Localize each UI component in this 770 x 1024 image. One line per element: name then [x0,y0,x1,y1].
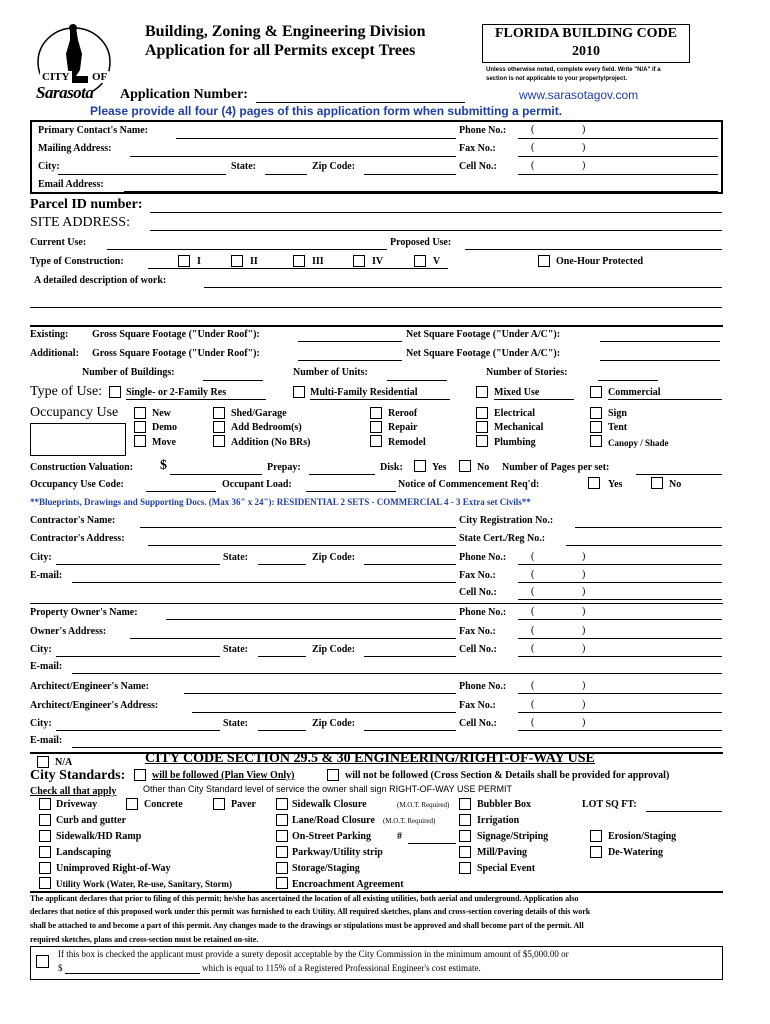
primary-cell-field[interactable] [518,174,718,175]
owner-address-field[interactable] [130,638,456,639]
logo-of: OF [92,71,108,83]
new-checkbox[interactable] [134,407,146,419]
form-note-1: Unless otherwise noted, complete every field. Write "N/A" if a [486,67,661,73]
curb-label: Curb and gutter [56,815,127,826]
paver-checkbox[interactable] [213,798,225,810]
lane-closure-checkbox[interactable] [276,814,288,826]
irrigation-label: Irrigation [477,815,520,826]
additional-net-label: Net Square Footage ("Under A/C"): [406,348,561,359]
proposed-use-label: Proposed Use: [390,237,452,248]
not-followed-label: will not be followed (Cross Section & Details shall be provided for approval) [345,770,670,781]
contractor-state-label: State: [223,552,248,563]
owner-divider [30,603,723,604]
contractor-address-field[interactable] [148,545,456,546]
repair-label: Repair [388,422,418,433]
header-title-2: Application for all Permits except Trees [145,42,416,59]
move-checkbox[interactable] [134,435,146,447]
additional-gross-label: Gross Square Footage ("Under Roof"): [92,348,260,359]
occupancy-code-field[interactable] [146,491,216,492]
contractor-phone-label: Phone No.: [459,552,507,563]
unimproved-label: Unimproved Right-of-Way [56,863,171,874]
occupancy-use-box[interactable] [30,423,126,456]
architect-phone-label: Phone No.: [459,681,507,692]
header-title-1: Building, Zoning & Engineering Division [145,23,426,40]
followed-label: will be followed (Plan View Only) [152,770,295,781]
contractor-fax-field[interactable] [518,582,722,583]
paren-close: ) [582,124,586,135]
paren-open: ( [531,142,535,153]
primary-city-label: City: [38,161,60,172]
onstreet-parking-checkbox[interactable] [276,830,288,842]
proposed-use-field[interactable] [465,249,722,250]
architect-fax-label: Fax No.: [459,700,496,711]
architect-state-field[interactable] [258,730,306,731]
special-event-label: Special Event [477,863,536,874]
parkway-label: Parkway/Utility strip [292,847,383,858]
encroachment-checkbox[interactable] [276,877,288,889]
commercial-checkbox[interactable] [590,386,602,398]
notice-yes-checkbox[interactable] [588,477,600,489]
architect-phone-field[interactable] [518,693,722,694]
pages-label: Number of Pages per set: [502,462,610,473]
surety-dollar: $ [58,963,63,973]
type-i-label: I [197,256,201,267]
primary-zip-label: Zip Code: [312,161,356,172]
contractor-reg-label: City Registration No.: [459,515,554,526]
contractor-address-label: Contractor's Address: [30,533,125,544]
type-of-use-label: Type of Use: [30,384,103,399]
encroachment-label: Encroachment Agreement [292,879,404,890]
remodel-checkbox[interactable] [370,435,382,447]
existing-gross-field[interactable] [298,341,402,342]
primary-name-label: Primary Contact's Name: [38,125,148,136]
canopy-checkbox[interactable] [590,435,602,447]
bubbler-checkbox[interactable] [459,798,471,810]
not-followed-checkbox[interactable] [327,769,339,781]
demo-checkbox[interactable] [134,421,146,433]
primary-state-field[interactable] [265,174,307,175]
declaration-line-2: declares that notice of this proposed work under this permit was furnished to each Utility. All required sketches, plans and cross-section covering details of this work [30,907,591,916]
units-label: Number of Units: [293,367,368,378]
owner-fax-field[interactable] [518,638,722,639]
code-box-line-2: 2010 [572,44,600,59]
commercial-label: Commercial [608,387,661,398]
onstreet-parking-label: On-Street Parking [292,831,371,842]
valuation-label: Construction Valuation: [30,462,134,473]
primary-city-field[interactable] [58,174,226,175]
architect-name-label: Architect/Engineer's Name: [30,681,149,692]
additional-label: Additional: [30,348,79,359]
mot-note-2: (M.O.T. Required) [383,817,436,825]
architect-fax-field[interactable] [518,712,722,713]
disk-label: Disk: [380,462,403,473]
sidewalk-ramp-checkbox[interactable] [39,830,51,842]
paren-close: ) [582,643,586,654]
contractor-city-label: City: [30,552,52,563]
shed-garage-checkbox[interactable] [213,407,225,419]
description-field-2[interactable] [30,307,722,308]
description-label: A detailed description of work: [34,275,167,286]
type-ii-label: II [250,256,258,267]
paren-open: ( [531,680,535,691]
primary-zip-field[interactable] [364,174,456,175]
shed-garage-label: Shed/Garage [231,408,287,419]
unimproved-checkbox[interactable] [39,862,51,874]
description-field-1[interactable] [204,287,722,288]
mot-note-1: (M.O.T. Required) [397,801,450,809]
primary-phone-field[interactable] [518,138,718,139]
paren-open: ( [531,606,535,617]
primary-state-label: State: [231,161,256,172]
paren-close: ) [582,699,586,710]
application-number-label: Application Number: [120,87,248,102]
addition-label: Addition (No BRs) [231,437,311,448]
contractor-email-label: E-mail: [30,570,63,581]
paren-close: ) [582,625,586,636]
lot-sqft-label: LOT SQ FT: [582,799,637,810]
electrical-checkbox[interactable] [476,407,488,419]
owner-zip-field[interactable] [364,656,456,657]
disk-no-label: No [477,462,490,473]
owner-zip-label: Zip Code: [312,644,356,655]
add-bedroom-checkbox[interactable] [213,421,225,433]
owner-cell-label: Cell No.: [459,644,497,655]
owner-city-label: City: [30,644,52,655]
reroof-label: Reroof [388,408,418,419]
paren-open: ( [531,551,535,562]
tent-checkbox[interactable] [590,421,602,433]
architect-address-label: Architect/Engineer's Address: [30,700,159,711]
paren-close: ) [582,586,586,597]
single-family-checkbox[interactable] [109,386,121,398]
primary-mailing-label: Mailing Address: [38,143,112,154]
plumbing-checkbox[interactable] [476,435,488,447]
owner-name-field[interactable] [166,619,456,620]
additional-net-field[interactable] [600,360,720,361]
notice-yes-label: Yes [608,479,623,490]
contractor-fax-label: Fax No.: [459,570,496,581]
stories-label: Number of Stories: [486,367,568,378]
paren-close: ) [582,142,586,153]
addition-checkbox[interactable] [213,435,225,447]
declaration-divider [30,891,723,893]
stories-field[interactable] [598,380,658,381]
notice-no-label: No [669,479,682,490]
architect-zip-field[interactable] [364,730,456,731]
primary-name-field[interactable] [176,138,456,139]
disk-yes-checkbox[interactable] [414,460,426,472]
notice-label: Notice of Commencement Req'd: [398,479,540,490]
followed-checkbox[interactable] [134,769,146,781]
tent-label: Tent [608,422,628,433]
existing-net-field[interactable] [600,341,720,342]
type-v-label: V [433,256,441,267]
primary-fax-field[interactable] [518,156,718,157]
driveway-checkbox[interactable] [39,798,51,810]
primary-cell-label: Cell No.: [459,161,497,172]
primary-phone-label: Phone No.: [459,125,507,136]
na-label: N/A [55,757,73,768]
surety-line-2: which is equal to 115% of a Registered Professional Engineer's cost estimate. [202,963,481,973]
electrical-label: Electrical [494,408,536,419]
existing-net-label: Net Square Footage ("Under A/C"): [406,329,561,340]
paren-close: ) [582,680,586,691]
concrete-checkbox[interactable] [126,798,138,810]
multi-family-label: Multi-Family Residential [310,387,418,398]
disk-yes-label: Yes [432,462,447,473]
landscaping-label: Landscaping [56,847,112,858]
contractor-name-field[interactable] [140,527,456,528]
architect-email-label: E-mail: [30,735,63,746]
owner-email-label: E-mail: [30,661,63,672]
architect-city-label: City: [30,718,52,729]
paren-open: ( [531,643,535,654]
contractor-zip-label: Zip Code: [312,552,356,563]
multi-family-checkbox[interactable] [293,386,305,398]
paren-open: ( [531,124,535,135]
additional-gross-field[interactable] [298,360,402,361]
form-note-2: section is not applicable to your property/project. [486,76,628,82]
na-checkbox[interactable] [37,756,49,768]
occupant-load-field[interactable] [306,491,396,492]
buildings-field[interactable] [203,380,263,381]
owner-phone-label: Phone No.: [459,607,507,618]
owner-address-label: Owner's Address: [30,626,107,637]
contractor-email-field[interactable] [72,582,456,583]
lot-sqft-field[interactable] [646,811,722,812]
units-field[interactable] [387,380,447,381]
architect-state-label: State: [223,718,248,729]
owner-email-field[interactable] [72,673,722,674]
type-i-checkbox[interactable] [178,255,190,267]
disk-no-checkbox[interactable] [459,460,471,472]
plumbing-label: Plumbing [494,437,536,448]
mill-paving-label: Mill/Paving [477,847,527,858]
use-line-4 [608,399,722,400]
parcel-id-label: Parcel ID number: [30,197,143,212]
one-hour-checkbox[interactable] [538,255,550,267]
parcel-id-field[interactable] [150,212,722,213]
storage-checkbox[interactable] [276,862,288,874]
mill-paving-checkbox[interactable] [459,846,471,858]
current-use-field[interactable] [107,249,387,250]
owner-phone-field[interactable] [518,619,722,620]
signage-checkbox[interactable] [459,830,471,842]
website-link[interactable]: www.sarasotagov.com [519,88,639,102]
declaration-line-3: shall be attached to and become a part of this permit. Any changes made to the drawings or stipulations must be approved and shall become part of the permit. All [30,921,584,930]
move-label: Move [152,437,176,448]
single-family-label: Single- or 2-Family Res [126,387,227,398]
construction-type-label: Type of Construction: [30,256,124,267]
owner-state-label: State: [223,644,248,655]
concrete-label: Concrete [144,799,183,810]
site-address-label: SITE ADDRESS: [30,215,130,230]
contractor-city-field[interactable] [56,564,220,565]
architect-city-field[interactable] [56,730,220,731]
use-line-2 [310,399,450,400]
landscaping-checkbox[interactable] [39,846,51,858]
surety-checkbox[interactable] [36,955,49,968]
use-line-1 [126,399,266,400]
bubbler-label: Bubbler Box [477,799,531,810]
valuation-dollar: $ [160,458,167,473]
architect-cell-label: Cell No.: [459,718,497,729]
paren-close: ) [582,569,586,580]
paren-open: ( [531,717,535,728]
mixed-use-label: Mixed Use [494,387,540,398]
declaration-line-4: required sketches, plans and cross-section must be retained on-site. [30,935,259,944]
paren-close: ) [582,551,586,562]
canopy-label: Canopy / Shade [608,438,669,448]
reroof-checkbox[interactable] [370,407,382,419]
one-hour-label: One-Hour Protected [556,256,644,267]
dewater-label: De-Watering [608,847,663,858]
erosion-label: Erosion/Staging [608,831,677,842]
existing-label: Existing: [30,329,69,340]
add-bedroom-label: Add Bedroom(s) [231,422,302,433]
contractor-reg-field[interactable] [575,527,722,528]
contractor-cell-field[interactable] [518,599,722,600]
owner-state-field[interactable] [258,656,306,657]
paren-open: ( [531,699,535,710]
owner-name-label: Property Owner's Name: [30,607,138,618]
mixed-use-checkbox[interactable] [476,386,488,398]
utility-work-checkbox[interactable] [39,877,51,889]
contractor-zip-field[interactable] [364,564,456,565]
remodel-label: Remodel [388,437,426,448]
architect-address-field[interactable] [192,712,456,713]
irrigation-checkbox[interactable] [459,814,471,826]
type-iii-checkbox[interactable] [293,255,305,267]
paren-open: ( [531,625,535,636]
blueprints-note: **Blueprints, Drawings and Supporting Docs. (Max 36" x 24"): RESIDENTIAL 2 SETS - COMMERCIAL 4 - 3 Extra set Civils** [30,497,531,507]
site-address-field[interactable] [150,230,722,231]
paren-close: ) [582,606,586,617]
sidewalk-ramp-label: Sidewalk/HD Ramp [56,831,142,842]
dewater-checkbox[interactable] [590,846,602,858]
type-iii-label: III [312,256,324,267]
erosion-checkbox[interactable] [590,830,602,842]
repair-checkbox[interactable] [370,421,382,433]
use-line-3 [494,399,574,400]
mechanical-checkbox[interactable] [476,421,488,433]
sidewalk-closure-checkbox[interactable] [276,798,288,810]
type-v-checkbox[interactable] [414,255,426,267]
code-box-line-1: FLORIDA BUILDING CODE [494,26,678,41]
parkway-checkbox[interactable] [276,846,288,858]
primary-fax-label: Fax No.: [459,143,496,154]
type-iv-label: IV [372,256,384,267]
architect-zip-label: Zip Code: [312,718,356,729]
signage-label: Signage/Striping [477,831,549,842]
primary-email-field[interactable] [124,191,718,192]
occupant-load-label: Occupant Load: [222,479,292,490]
declaration-line-1: The applicant declares that prior to filing of this permit; he/she has ascertained the location of all existing utilities, both aerial and underground. Application also [30,894,579,903]
parking-count-hash: # [397,831,402,842]
owner-city-field[interactable] [56,656,220,657]
curb-checkbox[interactable] [39,814,51,826]
lane-closure-label: Lane/Road Closure [292,815,375,826]
sign-checkbox[interactable] [590,407,602,419]
contractor-cert-label: State Cert./Reg No.: [459,533,546,544]
occupancy-code-label: Occupancy Use Code: [30,479,124,490]
demo-label: Demo [152,422,177,433]
paren-open: ( [531,569,535,580]
surety-line-1: If this box is checked the applicant must provide a surety deposit acceptable by the City Commission in the minimum amount of $5,000.00 or [58,949,569,959]
paver-label: Paver [231,799,256,810]
owner-fax-label: Fax No.: [459,626,496,637]
type-iv-checkbox[interactable] [353,255,365,267]
existing-gross-label: Gross Square Footage ("Under Roof"): [92,329,260,340]
contractor-cert-field[interactable] [566,545,722,546]
paren-close: ) [582,717,586,728]
utility-work-label: Utility Work (Water, Re-use, Sanitary, Storm) [56,879,232,889]
city-standards-label: City Standards: [30,768,126,783]
row-permit-note: Other than City Standard level of service the owner shall sign RIGHT-OF-WAY USE PERMIT [143,784,512,794]
valuation-field[interactable] [170,474,262,475]
current-use-label: Current Use: [30,237,87,248]
paren-close: ) [582,160,586,171]
instructions: Please provide all four (4) pages of this application form when submitting a permit. [90,104,563,118]
sign-label: Sign [608,408,627,419]
occupancy-use-label: Occupancy Use [30,405,119,420]
architect-cell-field[interactable] [518,730,722,731]
pages-field[interactable] [636,474,722,475]
logo-city: CITY [42,71,70,83]
contractor-cell-label: Cell No.: [459,587,497,598]
contractor-name-label: Contractor's Name: [30,515,116,526]
engineering-heading: CITY CODE SECTION 29.5 & 30 ENGINEERING/RIGHT-OF-WAY USE [145,751,595,766]
prepay-label: Prepay: [267,462,301,473]
construction-type-line [148,268,448,269]
owner-cell-field[interactable] [518,656,722,657]
paren-open: ( [531,160,535,171]
check-all-label: Check all that apply [30,786,117,797]
special-event-checkbox[interactable] [459,862,471,874]
application-number-field[interactable] [256,102,465,103]
storage-label: Storage/Staging [292,863,360,874]
paren-open: ( [531,586,535,597]
sidewalk-closure-label: Sidewalk Closure [292,799,367,810]
contractor-state-field[interactable] [258,564,306,565]
buildings-label: Number of Buildings: [82,367,175,378]
architect-name-field[interactable] [184,693,456,694]
architect-email-field[interactable] [72,747,722,748]
logo-name: Sarasota [36,83,94,102]
type-ii-checkbox[interactable] [231,255,243,267]
notice-no-checkbox[interactable] [651,477,663,489]
footage-divider [30,325,723,327]
new-label: New [152,408,171,419]
contractor-phone-field[interactable] [518,564,722,565]
driveway-label: Driveway [56,799,98,810]
mechanical-label: Mechanical [494,422,544,433]
prepay-field[interactable] [309,474,375,475]
surety-amount-field[interactable] [65,973,200,974]
primary-mailing-field[interactable] [130,156,456,157]
parking-count-field[interactable] [408,843,456,844]
primary-email-label: Email Address: [38,179,104,190]
